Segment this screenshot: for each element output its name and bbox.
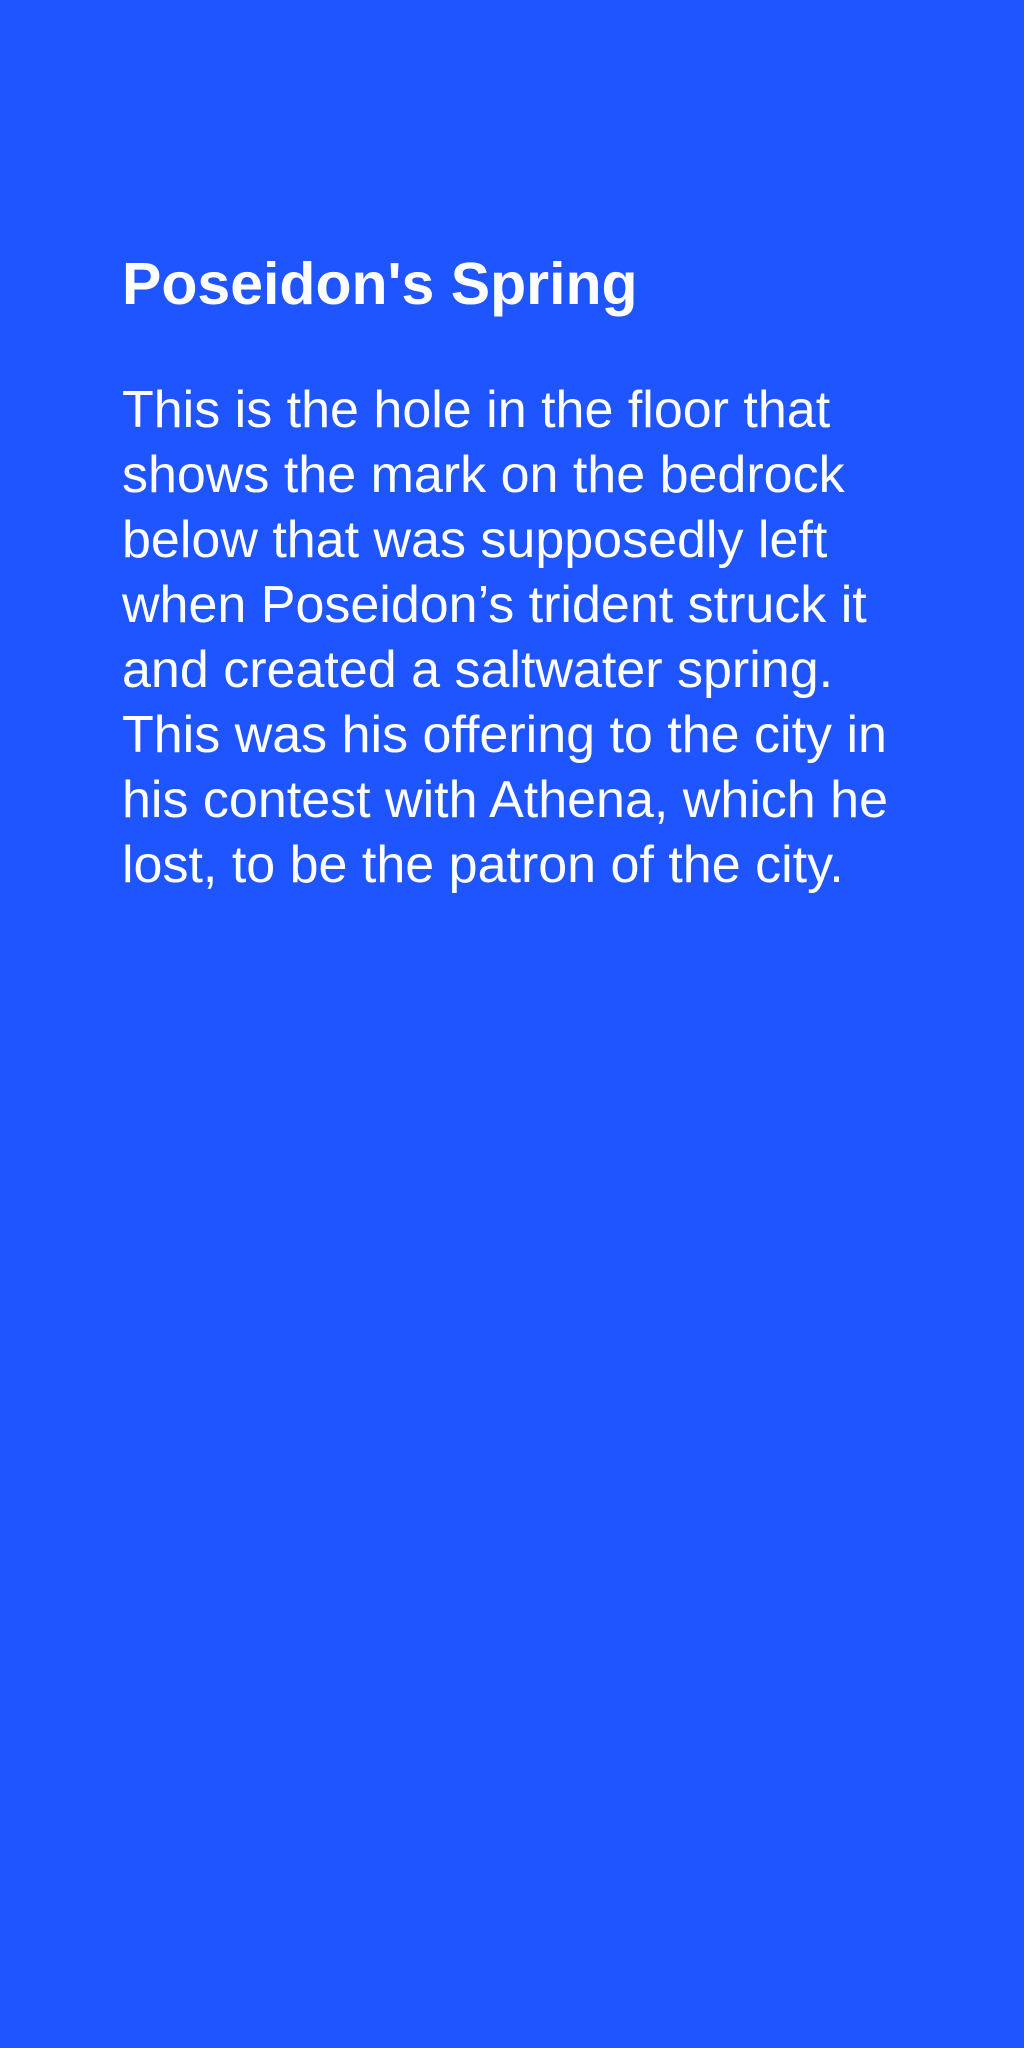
- page-title: Poseidon's Spring: [122, 251, 638, 317]
- info-panel: [122, 248, 912, 898]
- description-text: This is the hole in the floor that shows the mark on the bedrock below that was supposedly left when Poseidon’s trident struck it and created a saltwater spring. This was his offering to the city in his contest with Athena, which he lost, to be the patron of the city.: [122, 381, 889, 894]
